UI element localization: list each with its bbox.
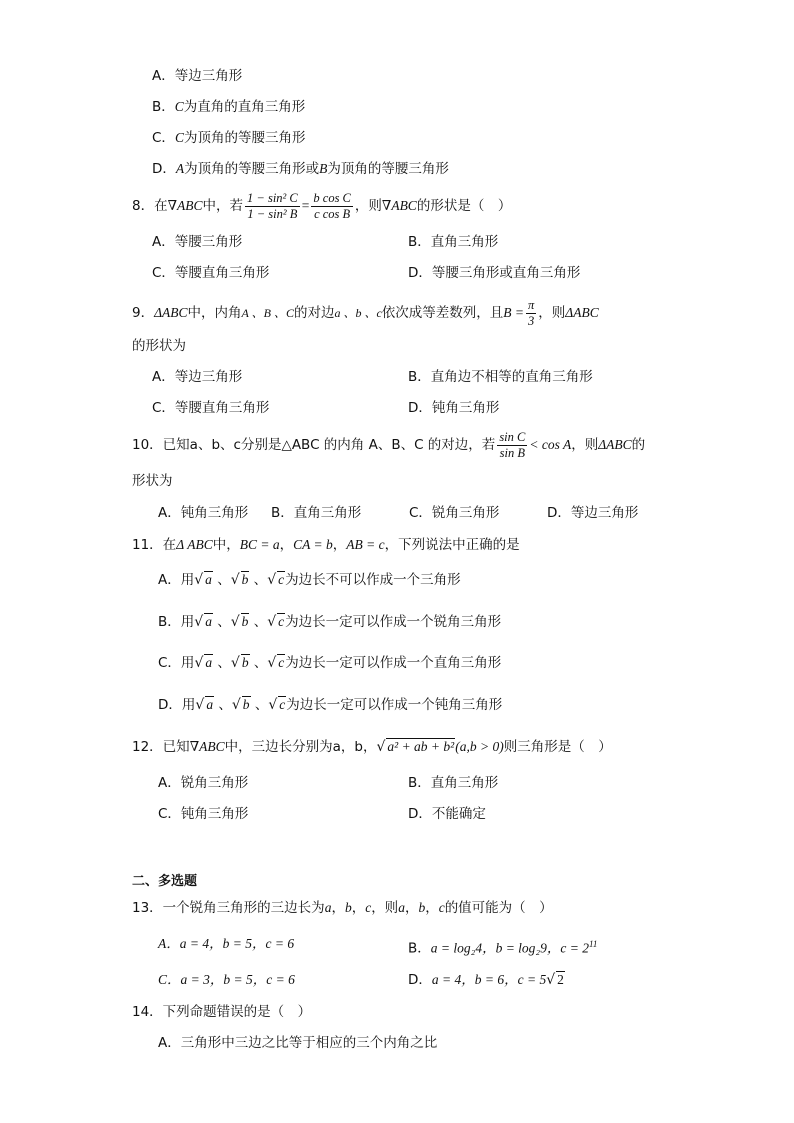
q8-stem: [132, 186, 511, 226]
q13-option-b: [408, 934, 597, 959]
radical-icon: √: [194, 614, 204, 630]
q8-fraction-2: [311, 191, 353, 222]
q10-frac-den: sin B: [499, 445, 526, 460]
q8-option-c: C．等腰直角三角形: [152, 265, 270, 281]
q11-sqrt-c: c: [279, 697, 286, 712]
q8-option-a: A．等腰三角形: [152, 234, 243, 250]
q8-triangle-2: ∇ABC: [381, 198, 417, 213]
q10-post2: 的: [631, 437, 646, 453]
q9-angles: A 、B 、C: [241, 306, 294, 320]
q11-sqrt-b: b: [241, 572, 249, 587]
q9-mid3: 依次成等差数列，且: [381, 305, 504, 321]
q11-b-prefix: B．用: [158, 614, 195, 630]
radical-icon: √: [231, 697, 241, 713]
q10-stem: [132, 426, 645, 464]
q11-sqrt-a: a: [205, 655, 213, 670]
q13-prefix: 13．一个锐角三角形的三边长为: [132, 900, 325, 916]
q9-option-d: D．钝角三角形: [408, 400, 500, 416]
q12-stem: [132, 737, 612, 757]
q10-prefix: 10．已知a、b、c分别是△ABC 的内角 A、B、C 的对边，若: [132, 437, 496, 453]
q9-option-a: A．等边三角形: [152, 369, 243, 385]
q13-mid: ，则: [371, 900, 399, 916]
q9-frac-num: π: [528, 297, 535, 312]
q11-c-prefix: C．用: [158, 655, 195, 671]
q8-frac1-den: 1 − sin² B: [247, 206, 298, 221]
q10-fraction: [497, 430, 527, 461]
q10-frac-num: sin C: [499, 429, 526, 444]
q11-cond-2: CA = b: [293, 537, 333, 552]
q9-fraction: [526, 298, 536, 329]
q13-b-prefix: B．: [408, 940, 431, 957]
q9-post: ，则: [538, 305, 566, 321]
q8-triangle: ∇ABC: [167, 198, 203, 213]
section-heading: 二、多选题: [132, 874, 198, 889]
q12-option-b: B．直角三角形: [408, 775, 499, 791]
q9-triangle: ΔABC: [154, 305, 188, 320]
q7-d-var2: B: [319, 161, 328, 176]
q9-option-c: C．等腰直角三角形: [152, 400, 270, 416]
q11-sqrt-a: a: [205, 572, 212, 587]
q11-sqrt-c: c: [278, 655, 285, 670]
q10-inequality: < cos A: [529, 437, 572, 452]
q13-d-text: a = 4，b = 6，c = 5: [431, 972, 547, 987]
q11-option-c: C．用√ a 、√ b 、√ c为边长一定可以作成一个直角三角形: [158, 655, 502, 671]
radical-icon: √: [267, 655, 277, 671]
q12-condition: (a,b > 0): [455, 739, 504, 754]
q8-frac2-den: c cos B: [314, 206, 351, 221]
q10-option-b: B．直角三角形: [271, 505, 362, 521]
q9-b-eq: B =: [503, 305, 525, 320]
q13-option-d: [408, 970, 565, 990]
q10-option-a: A．钝角三角形: [158, 505, 249, 521]
q7-option-c: [152, 128, 305, 148]
q11-b-text: 为边长一定可以作成一个锐角三角形: [285, 614, 502, 630]
radical-icon: √: [376, 739, 386, 755]
radical-icon: √: [194, 655, 204, 671]
q12-mid: 中，三边长分别为a，b，: [224, 739, 377, 755]
q13-var-a: a: [324, 900, 332, 915]
q7-option-b: [152, 97, 305, 117]
radical-icon: √: [230, 614, 240, 630]
q13-post: 的值可能为（ ）: [444, 900, 553, 916]
q8-post2: 的形状是（ ）: [416, 198, 512, 214]
q7-d-var1: A: [175, 161, 185, 176]
q13-var-b2: b: [418, 900, 426, 915]
q7-b-prefix: B．: [152, 99, 175, 115]
q7-option-a: A．等边三角形: [152, 68, 243, 84]
q13-var-c2: c: [438, 900, 445, 915]
q7-c-prefix: C．: [152, 130, 175, 146]
q7-d-text: 为顶角的等腰三角形: [327, 161, 449, 177]
q7-c-var: C: [174, 130, 184, 145]
q13-var-b: b: [344, 900, 352, 915]
q11-option-b: B．用√ a 、√ b 、√ c为边长一定可以作成一个锐角三角形: [158, 614, 502, 630]
q12-option-a: A．锐角三角形: [158, 775, 249, 791]
radical-icon: √: [268, 697, 278, 713]
q8-post1: ，则: [354, 198, 382, 214]
q7-d-prefix: D．: [152, 161, 176, 177]
q12-prefix: 12．已知: [132, 739, 190, 755]
q11-option-a: A．用√ a 、√ b 、√ c为边长不可以作成一个三角形: [158, 572, 461, 588]
q13-d-sqrt: 2: [557, 972, 564, 987]
q8-equals: =: [301, 198, 310, 213]
q11-option-d: D．用√ a 、√ b 、√ c为边长一定可以作成一个钝角三角形: [158, 697, 503, 713]
q13-stem: 13．一个锐角三角形的三边长为a，b，c，则a，b，c的值可能为（ ）: [132, 900, 553, 916]
q11-sqrt-c: c: [278, 614, 285, 629]
q13-option-c: C．a = 3，b = 5，c = 6: [158, 972, 295, 987]
q10-option-d: D．等边三角形: [547, 505, 639, 521]
q12-post: 则三角形是（ ）: [503, 739, 612, 755]
q11-post: ，下列说法中正确的是: [384, 537, 520, 553]
q10-option-c: C．锐角三角形: [409, 505, 500, 521]
q13-b-exponent: 11: [588, 939, 598, 949]
q11-sqrt-a: a: [206, 697, 214, 712]
q8-prefix: 8．在: [132, 198, 168, 214]
q12-option-c: C．钝角三角形: [158, 806, 249, 822]
q13-b-text: a = log₂4，b = log₂9，c = 2: [430, 940, 589, 956]
q12-sqrt: a² + ab + b²: [387, 739, 455, 754]
q13-d-prefix: D．: [408, 972, 432, 988]
q7-option-d: [152, 159, 449, 179]
q11-mid: 中，: [212, 537, 240, 553]
q13-option-a: A．a = 4，b = 5，c = 6: [158, 936, 295, 951]
q9-stem-line2: 的形状为: [132, 338, 186, 354]
radical-icon: √: [230, 655, 240, 671]
q10-triangle: ΔABC: [598, 437, 632, 452]
q9-option-b: B．直角边不相等的直角三角形: [408, 369, 593, 385]
q13-var-c: c: [365, 900, 372, 915]
q9-prefix: 9．: [132, 305, 155, 321]
q11-prefix: 11．在: [132, 537, 177, 553]
radical-icon: √: [230, 572, 240, 588]
q12-option-d: D．不能确定: [408, 806, 486, 822]
q7-b-var: C: [174, 99, 184, 114]
radical-icon: √: [267, 572, 277, 588]
q8-option-d: D．等腰三角形或直角三角形: [408, 265, 581, 281]
q11-sqrt-b: b: [241, 655, 249, 670]
radical-icon: √: [267, 614, 277, 630]
q11-triangle: Δ ABC: [176, 537, 213, 552]
q14-option-a: A．三角形中三边之比等于相应的三个内角之比: [158, 1035, 438, 1051]
q12-triangle: ∇ABC: [189, 739, 225, 754]
q14-stem: 14．下列命题错误的是（ ）: [132, 1004, 312, 1020]
q7-d-mid: 为顶角的等腰三角形或: [184, 161, 320, 177]
q9-frac-den: 3: [528, 313, 535, 328]
radical-icon: √: [546, 972, 556, 988]
q11-d-text: 为边长一定可以作成一个钝角三角形: [286, 697, 503, 713]
q11-sqrt-b: b: [242, 697, 250, 712]
q11-c-text: 为边长一定可以作成一个直角三角形: [285, 655, 502, 671]
q8-mid: 中，若: [202, 198, 244, 214]
q11-sqrt-a: a: [205, 614, 212, 629]
q11-a-text: 为边长不可以作成一个三角形: [285, 572, 461, 588]
q13-var-a2: a: [398, 900, 405, 915]
q9-mid1: 中，内角: [187, 305, 242, 321]
radical-icon: √: [195, 697, 205, 713]
q10-post: ，则: [571, 437, 599, 453]
q10-stem-line2: 形状为: [132, 473, 173, 489]
q11-stem: 11．在Δ ABC中，BC = a，CA = b，AB = c，下列说法中正确的是: [132, 537, 520, 553]
q9-sides: a 、b 、c: [334, 306, 382, 320]
q11-cond-3: AB = c: [346, 537, 385, 552]
q9-triangle-2: ΔABC: [565, 305, 599, 320]
q8-option-b: B．直角三角形: [408, 234, 499, 250]
q8-fraction-1: [245, 191, 300, 222]
q11-sqrt-c: c: [278, 572, 285, 587]
q7-c-text: 为顶角的等腰三角形: [183, 130, 306, 146]
q8-frac1-num: 1 − sin² C: [247, 190, 298, 205]
q11-cond-1: BC = a: [239, 537, 280, 552]
q8-frac2-num: b cos C: [313, 190, 351, 205]
q11-a-prefix: A．用: [158, 572, 195, 588]
q9-mid2: 的对边: [293, 305, 335, 321]
q11-sqrt-b: b: [241, 614, 249, 629]
radical-icon: √: [194, 572, 204, 588]
q7-b-text: 为直角的直角三角形: [183, 99, 306, 115]
q9-stem: [132, 296, 599, 330]
q11-d-prefix: D．用: [158, 697, 196, 713]
